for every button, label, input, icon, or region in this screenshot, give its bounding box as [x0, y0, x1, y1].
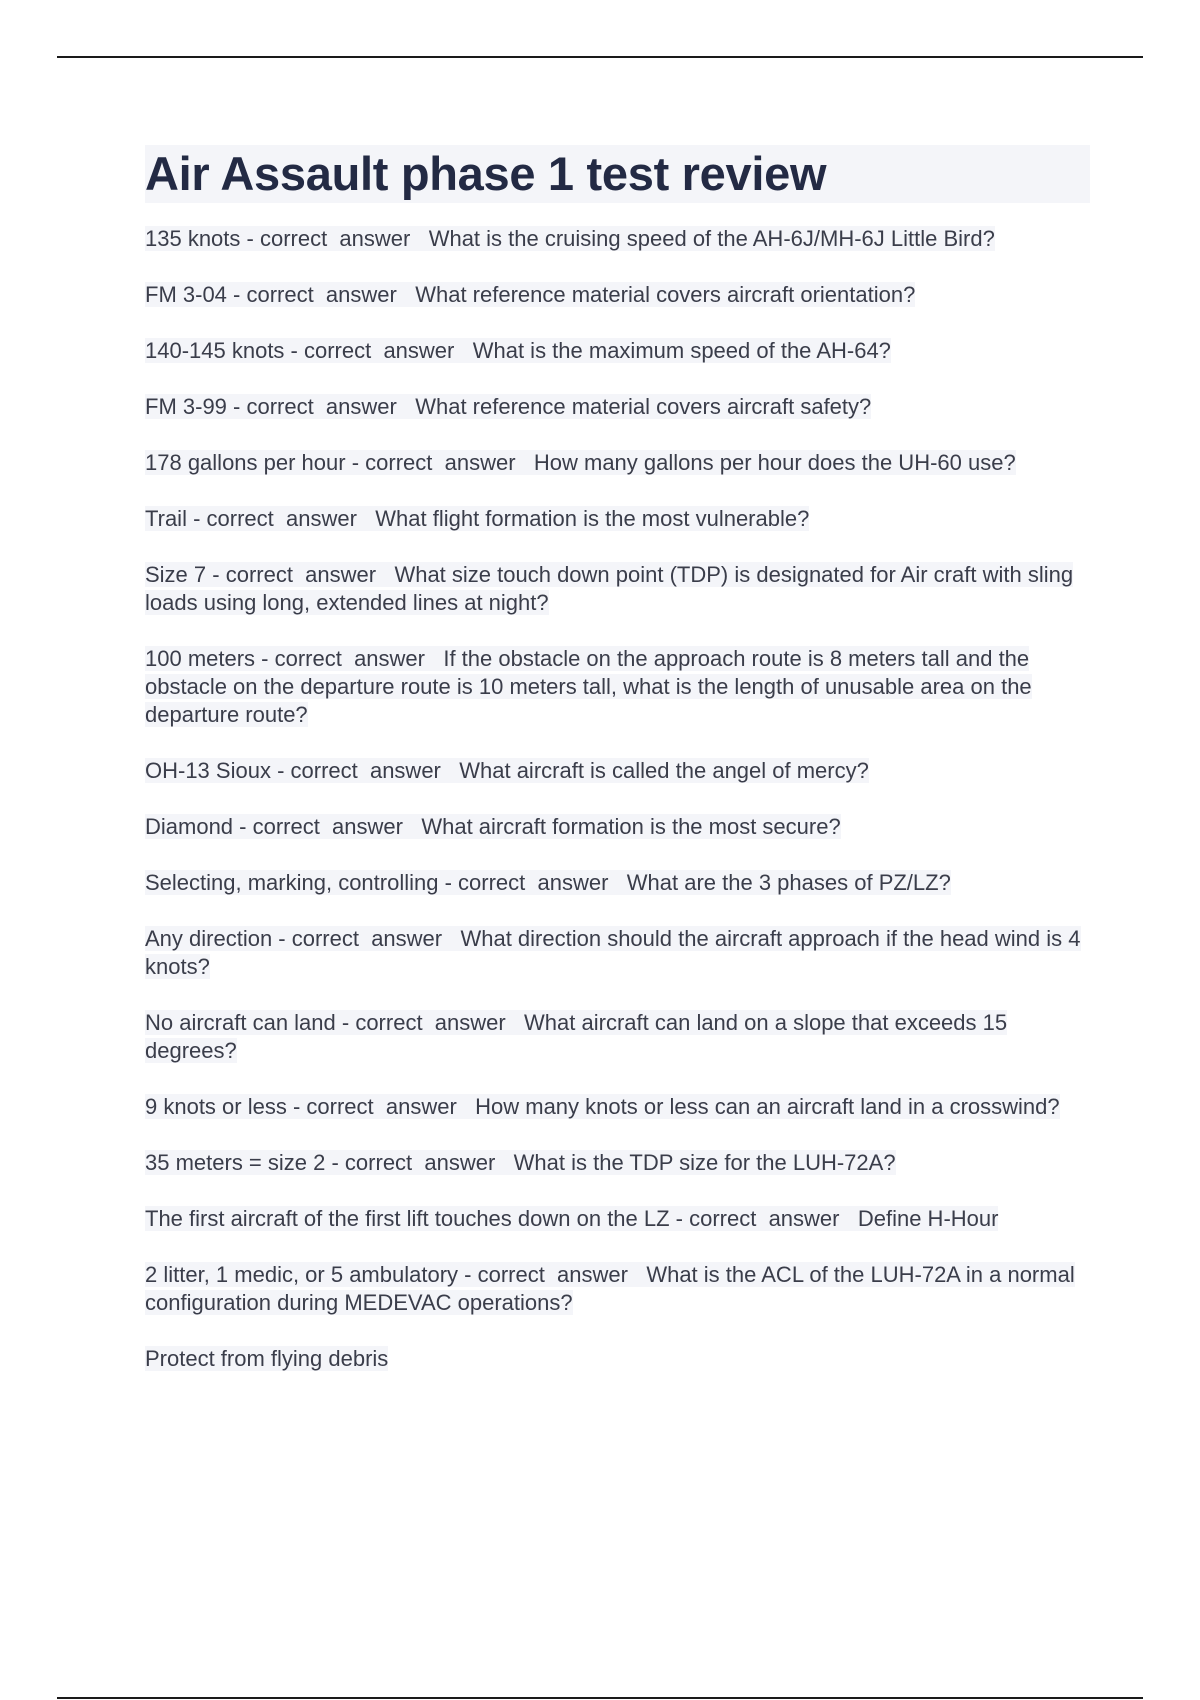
qa-entry	[145, 1205, 1090, 1233]
qa-list	[145, 225, 1090, 1373]
question-text: If the obstacle on the approach route is 8 meters tall and the obstacle on the departure route is 10 meters tall, what is the length of unusable area on the departure route?	[145, 646, 1032, 727]
separator: - correct answer	[335, 1010, 525, 1035]
qa-entry	[145, 1149, 1090, 1177]
page-footer-rule	[57, 1697, 1143, 1699]
question-text: What is the cruising speed of the AH-6J/MH-6J Little Bird?	[428, 226, 995, 251]
answer-text: FM 3-04	[145, 282, 227, 307]
separator: - correct answer	[240, 226, 429, 251]
answer-text: OH-13 Sioux	[145, 758, 271, 783]
separator: - correct answer	[284, 338, 473, 363]
separator: - correct answer	[226, 394, 416, 419]
separator: - correct answer	[458, 1262, 647, 1287]
answer-text: 35 meters = size 2	[145, 1150, 326, 1175]
answer-text: 9 knots or less	[145, 1094, 287, 1119]
page-title: Air Assault phase 1 test review	[145, 145, 1090, 203]
qa-entry	[145, 1009, 1090, 1065]
separator: - correct answer	[186, 506, 376, 531]
trailing-text: Protect from flying debris	[145, 1346, 389, 1371]
question-text: Define H-Hour	[857, 1206, 999, 1231]
qa-entry	[145, 869, 1090, 897]
separator: - correct answer	[255, 646, 444, 671]
qa-entry	[145, 449, 1090, 477]
qa-entry	[145, 813, 1090, 841]
separator: - correct answer	[325, 1150, 514, 1175]
question-text: What are the 3 phases of PZ/LZ?	[626, 870, 951, 895]
answer-text: 100 meters	[145, 646, 256, 671]
qa-entry	[145, 393, 1090, 421]
answer-text: Trail	[145, 506, 187, 531]
page-header-rule	[57, 56, 1143, 58]
answer-text: 178 gallons per hour	[145, 450, 346, 475]
separator: - correct answer	[345, 450, 534, 475]
separator: - correct answer	[226, 282, 416, 307]
answer-text: Selecting, marking, controlling	[145, 870, 439, 895]
document-body	[145, 145, 1090, 1401]
separator: - correct answer	[438, 870, 627, 895]
question-text: What is the ACL of the LUH-72A in a normal configuration during MEDEVAC operations?	[145, 1262, 1075, 1315]
answer-text: FM 3-99	[145, 394, 227, 419]
qa-entry	[145, 505, 1090, 533]
answer-text: 135 knots	[145, 226, 241, 251]
qa-entry	[145, 225, 1090, 253]
separator: - correct answer	[206, 562, 395, 587]
qa-entry	[145, 1093, 1090, 1121]
answer-text: Any direction	[145, 926, 273, 951]
qa-entry	[145, 281, 1090, 309]
answer-text: 140-145 knots	[145, 338, 285, 363]
qa-entry	[145, 925, 1090, 981]
answer-text: 2 litter, 1 medic, or 5 ambulatory	[145, 1262, 459, 1287]
question-text: What aircraft is called the angel of mercy?	[459, 758, 869, 783]
question-text: How many knots or less can an aircraft land in a crosswind?	[475, 1094, 1060, 1119]
separator: - correct answer	[233, 814, 422, 839]
question-text: What reference material covers aircraft orientation?	[415, 282, 916, 307]
question-text: What aircraft can land on a slope that exceeds 15 degrees?	[145, 1010, 1008, 1063]
qa-entry-trailing	[145, 1345, 1090, 1373]
question-text: What is the maximum speed of the AH-64?	[472, 338, 891, 363]
question-text: What reference material covers aircraft safety?	[415, 394, 872, 419]
separator: - correct answer	[272, 926, 461, 951]
answer-text: The first aircraft of the first lift touches down on the LZ	[145, 1206, 670, 1231]
separator: - correct answer	[669, 1206, 858, 1231]
question-text: What is the TDP size for the LUH-72A?	[513, 1150, 896, 1175]
qa-entry	[145, 561, 1090, 617]
separator: - correct answer	[286, 1094, 476, 1119]
question-text: What flight formation is the most vulnerable?	[375, 506, 810, 531]
question-text: What size touch down point (TDP) is designated for Air craft with sling loads using long, extended lines at night?	[145, 562, 1074, 615]
question-text: How many gallons per hour does the UH-60 use?	[533, 450, 1016, 475]
qa-entry	[145, 1261, 1090, 1317]
qa-entry	[145, 337, 1090, 365]
qa-entry	[145, 757, 1090, 785]
qa-entry	[145, 645, 1090, 729]
question-text: What aircraft formation is the most secure?	[421, 814, 841, 839]
answer-text: Size 7	[145, 562, 207, 587]
answer-text: No aircraft can land	[145, 1010, 336, 1035]
question-text: What direction should the aircraft approach if the head wind is 4 knots?	[145, 926, 1081, 979]
separator: - correct answer	[270, 758, 460, 783]
answer-text: Diamond	[145, 814, 234, 839]
